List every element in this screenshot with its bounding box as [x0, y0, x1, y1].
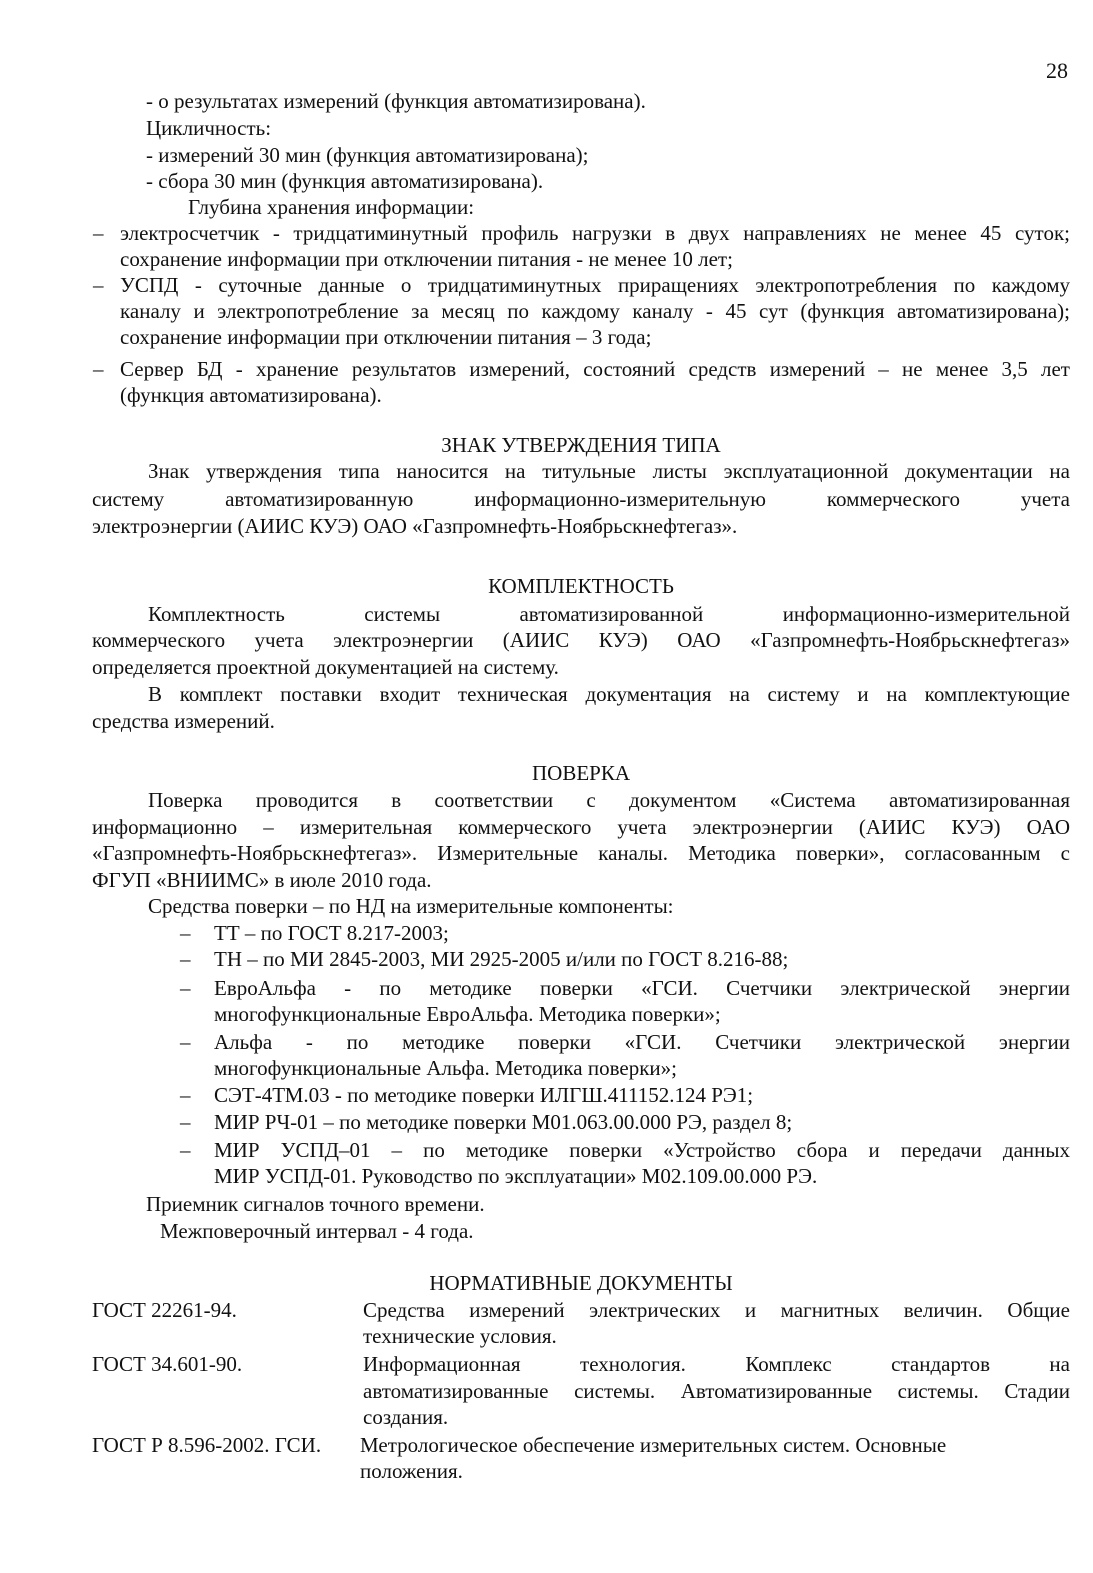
paragraph-line: информационно – измерительная коммерческого учета электроэнергии (АИИС КУЭ) ОАО	[92, 815, 1070, 839]
list-dash: –	[93, 357, 104, 381]
page-number: 28	[1046, 58, 1068, 83]
doc-code: ГОСТ 34.601-90.	[92, 1352, 243, 1376]
storage-line: (функция автоматизирована).	[120, 383, 382, 407]
paragraph-line: систему автоматизированную информационно-измерительную коммерческого учета	[92, 487, 1070, 511]
list-item: МИР РЧ-01 – по методике поверки М01.063.00.000 РЭ, раздел 8;	[214, 1110, 793, 1134]
verification-interval: Межповерочный интервал - 4 года.	[160, 1219, 474, 1243]
doc-title: создания.	[363, 1405, 449, 1429]
cycle-item: - сбора 30 мин (функция автоматизирована).	[146, 169, 544, 193]
section-heading: НОРМАТИВНЫЕ ДОКУМЕНТЫ	[429, 1271, 733, 1295]
verification-means-label: Средства поверки – по НД на измерительные компоненты:	[148, 894, 674, 918]
list-dash: –	[93, 273, 104, 297]
list-item: Альфа - по методике поверки «ГСИ. Счетчики электрической энергии	[214, 1030, 1070, 1054]
section-heading: КОМПЛЕКТНОСТЬ	[488, 574, 674, 598]
storage-line: Сервер БД - хранение результатов измерений, состояний средств измерений – не менее 3,5 лет	[120, 357, 1070, 381]
intro-line: - о результатах измерений (функция автоматизирована).	[146, 89, 646, 113]
list-dash: –	[180, 947, 191, 971]
list-dash: –	[180, 976, 191, 1000]
doc-title: автоматизированные системы. Автоматизированные системы. Стадии	[363, 1379, 1070, 1403]
list-item: многофункциональные ЕвроАльфа. Методика поверки»;	[214, 1002, 721, 1026]
paragraph-line: «Газпромнефть-Ноябрьскнефтегаз». Измерительные каналы. Методика поверки», согласованным с	[92, 841, 1070, 865]
storage-line: сохранение информации при отключении питания - не менее 10 лет;	[120, 247, 733, 271]
doc-title: положения.	[360, 1459, 463, 1483]
storage-line: сохранение информации при отключении питания – 3 года;	[120, 325, 652, 349]
paragraph-line: электроэнергии (АИИС КУЭ) ОАО «Газпромнефть-Ноябрьскнефтегаз».	[92, 514, 738, 538]
list-item: ТТ – по ГОСТ 8.217-2003;	[214, 921, 449, 945]
section-heading: ПОВЕРКА	[531, 761, 631, 785]
paragraph-line: определяется проектной документацией на систему.	[92, 655, 559, 679]
time-receiver-line: Приемник сигналов точного времени.	[146, 1192, 485, 1216]
doc-code: ГОСТ 22261-94.	[92, 1298, 237, 1322]
storage-line: электросчетчик - тридцатиминутный профиль нагрузки в двух направлениях не менее 45 суток;	[120, 221, 1070, 245]
paragraph-line: средства измерений.	[92, 709, 275, 733]
cyclicity-label: Цикличность:	[146, 116, 272, 140]
list-dash: –	[180, 1030, 191, 1054]
list-item: многофункциональные Альфа. Методика поверки»;	[214, 1056, 678, 1080]
storage-depth-label: Глубина хранения информации:	[188, 195, 475, 219]
list-item: ТН – по МИ 2845-2003, МИ 2925-2005 и/или по ГОСТ 8.216-88;	[214, 947, 789, 971]
list-item: МИР УСПД–01 – по методике поверки «Устройство сбора и передачи данных	[214, 1138, 1070, 1162]
storage-line: УСПД - суточные данные о тридцатиминутных приращениях электропотребления по каждому	[120, 273, 1070, 297]
paragraph-line: ФГУП «ВНИИМС» в июле 2010 года.	[92, 868, 432, 892]
paragraph-line: Поверка проводится в соответствии с документом «Система автоматизированная	[148, 788, 1070, 812]
doc-title: Метрологическое обеспечение измерительных систем. Основные	[360, 1433, 947, 1457]
paragraph-line: коммерческого учета электроэнергии (АИИС КУЭ) ОАО «Газпромнефть-Ноябрьскнефтегаз»	[92, 628, 1070, 652]
list-dash: –	[180, 1110, 191, 1134]
list-item: ЕвроАльфа - по методике поверки «ГСИ. Счетчики электрической энергии	[214, 976, 1070, 1000]
list-item: СЭТ-4ТМ.03 - по методике поверки ИЛГШ.411152.124 РЭ1;	[214, 1083, 754, 1107]
doc-title: Информационная технология. Комплекс стандартов на	[363, 1352, 1070, 1376]
list-dash: –	[93, 221, 104, 245]
list-dash: –	[180, 1083, 191, 1107]
list-dash: –	[180, 1138, 191, 1162]
paragraph-line: Знак утверждения типа наносится на титульные листы эксплуатационной документации на	[148, 459, 1070, 483]
section-heading: ЗНАК УТВЕРЖДЕНИЯ ТИПА	[441, 433, 721, 457]
list-item: МИР УСПД-01. Руководство по эксплуатации» М02.109.00.000 РЭ.	[214, 1164, 818, 1188]
paragraph-line: Комплектность системы автоматизированной информационно-измерительной	[148, 602, 1070, 626]
doc-code: ГОСТ Р 8.596-2002. ГСИ.	[92, 1433, 322, 1457]
storage-line: каналу и электропотребление за месяц по каждому каналу - 45 сут (функция автоматизирована);	[120, 299, 1070, 323]
doc-title: Средства измерений электрических и магнитных величин. Общие	[363, 1298, 1070, 1322]
paragraph-line: В комплект поставки входит техническая документация на систему и на комплектующие	[148, 682, 1070, 706]
cycle-item: - измерений 30 мин (функция автоматизирована);	[146, 143, 589, 167]
doc-title: технические условия.	[363, 1324, 557, 1348]
list-dash: –	[180, 921, 191, 945]
